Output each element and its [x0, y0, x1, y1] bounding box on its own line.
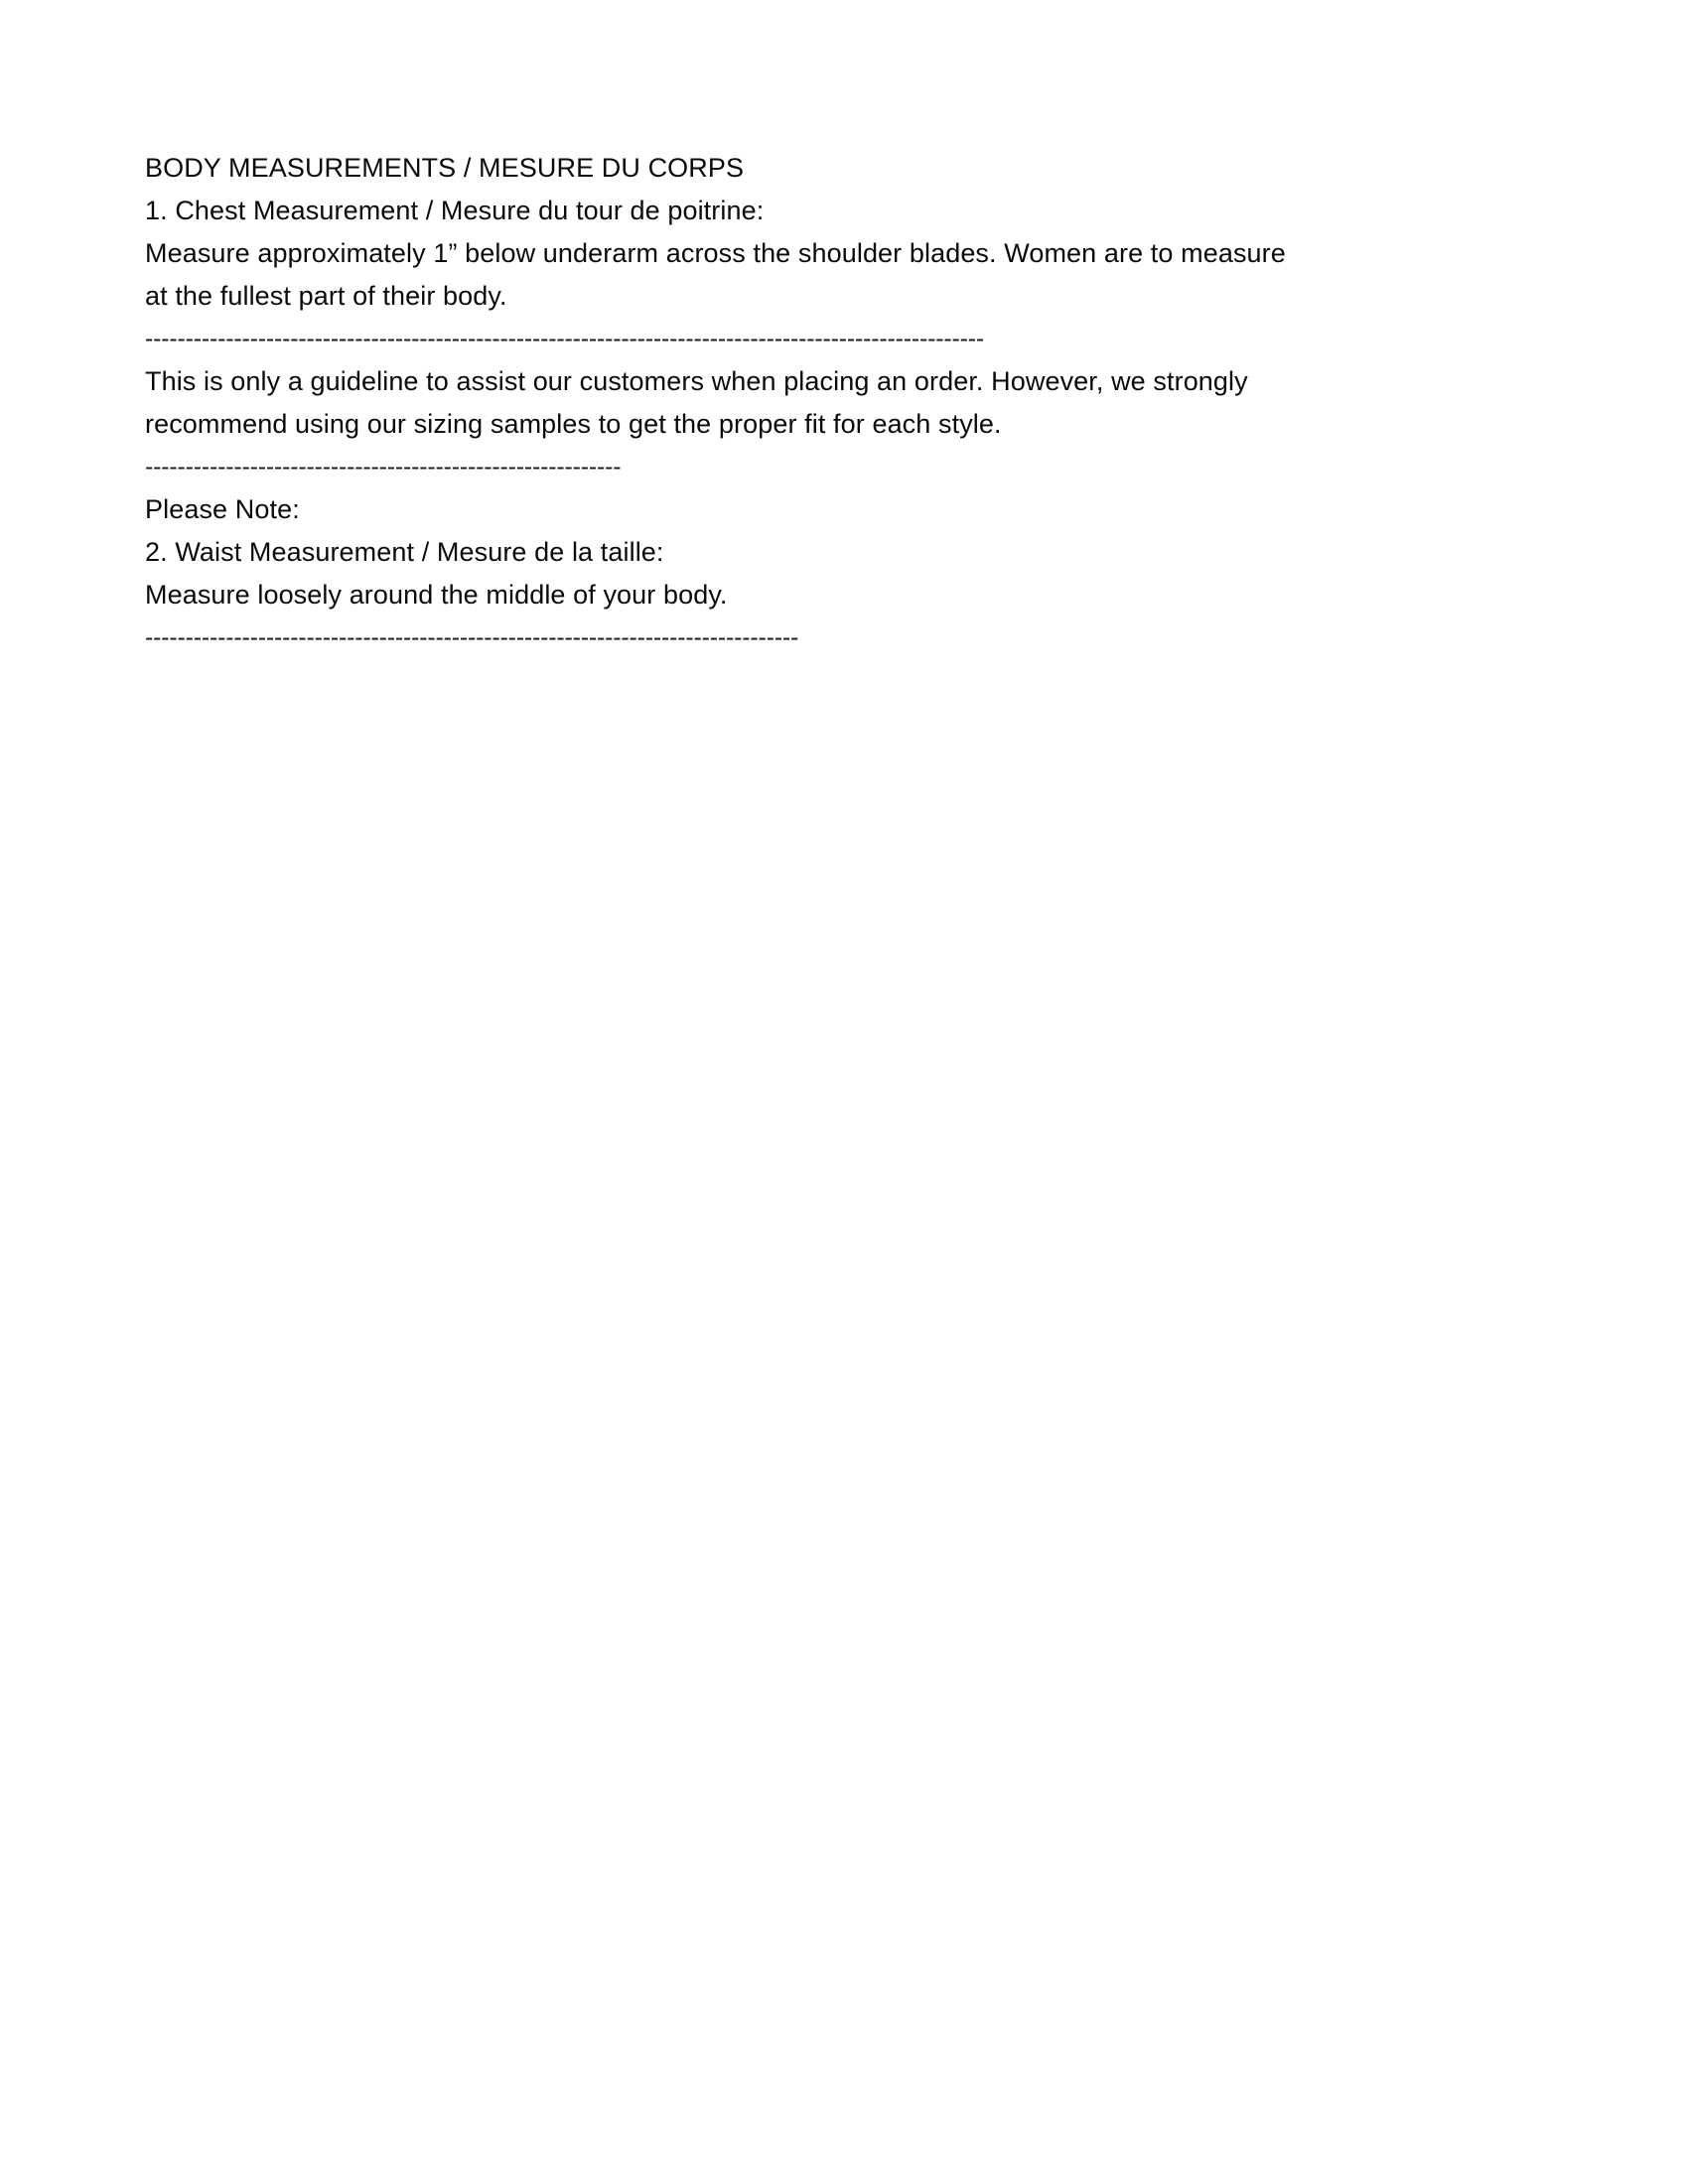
divider-rule-3: ---------------------------------------------------------------------------------: [145, 623, 799, 651]
divider-rule-1: --------------------------------------------------------------------------------------------------------: [145, 325, 985, 352]
chest-measurement-label: 1. Chest Measurement / Mesure du tour de poitrine:: [145, 196, 765, 225]
waist-measurement-label: 2. Waist Measurement / Mesure de la taille:: [145, 537, 664, 567]
document-heading: BODY MEASUREMENTS / MESURE DU CORPS: [145, 153, 745, 183]
guideline-disclaimer: This is only a guideline to assist our customers when placing an order. However, we strongly recommend using our sizing samples to get the proper fit for each style.: [145, 366, 1248, 439]
waist-measurement-instructions: Measure loosely around the middle of your body.: [145, 580, 728, 610]
document-body: [145, 147, 1446, 659]
please-note-label: Please Note:: [145, 494, 300, 524]
chest-measurement-instructions: Measure approximately 1” below underarm across the shoulder blades. Women are to measure at the fullest part of their body.: [145, 238, 1286, 311]
divider-rule-2: -----------------------------------------------------------: [145, 453, 622, 480]
